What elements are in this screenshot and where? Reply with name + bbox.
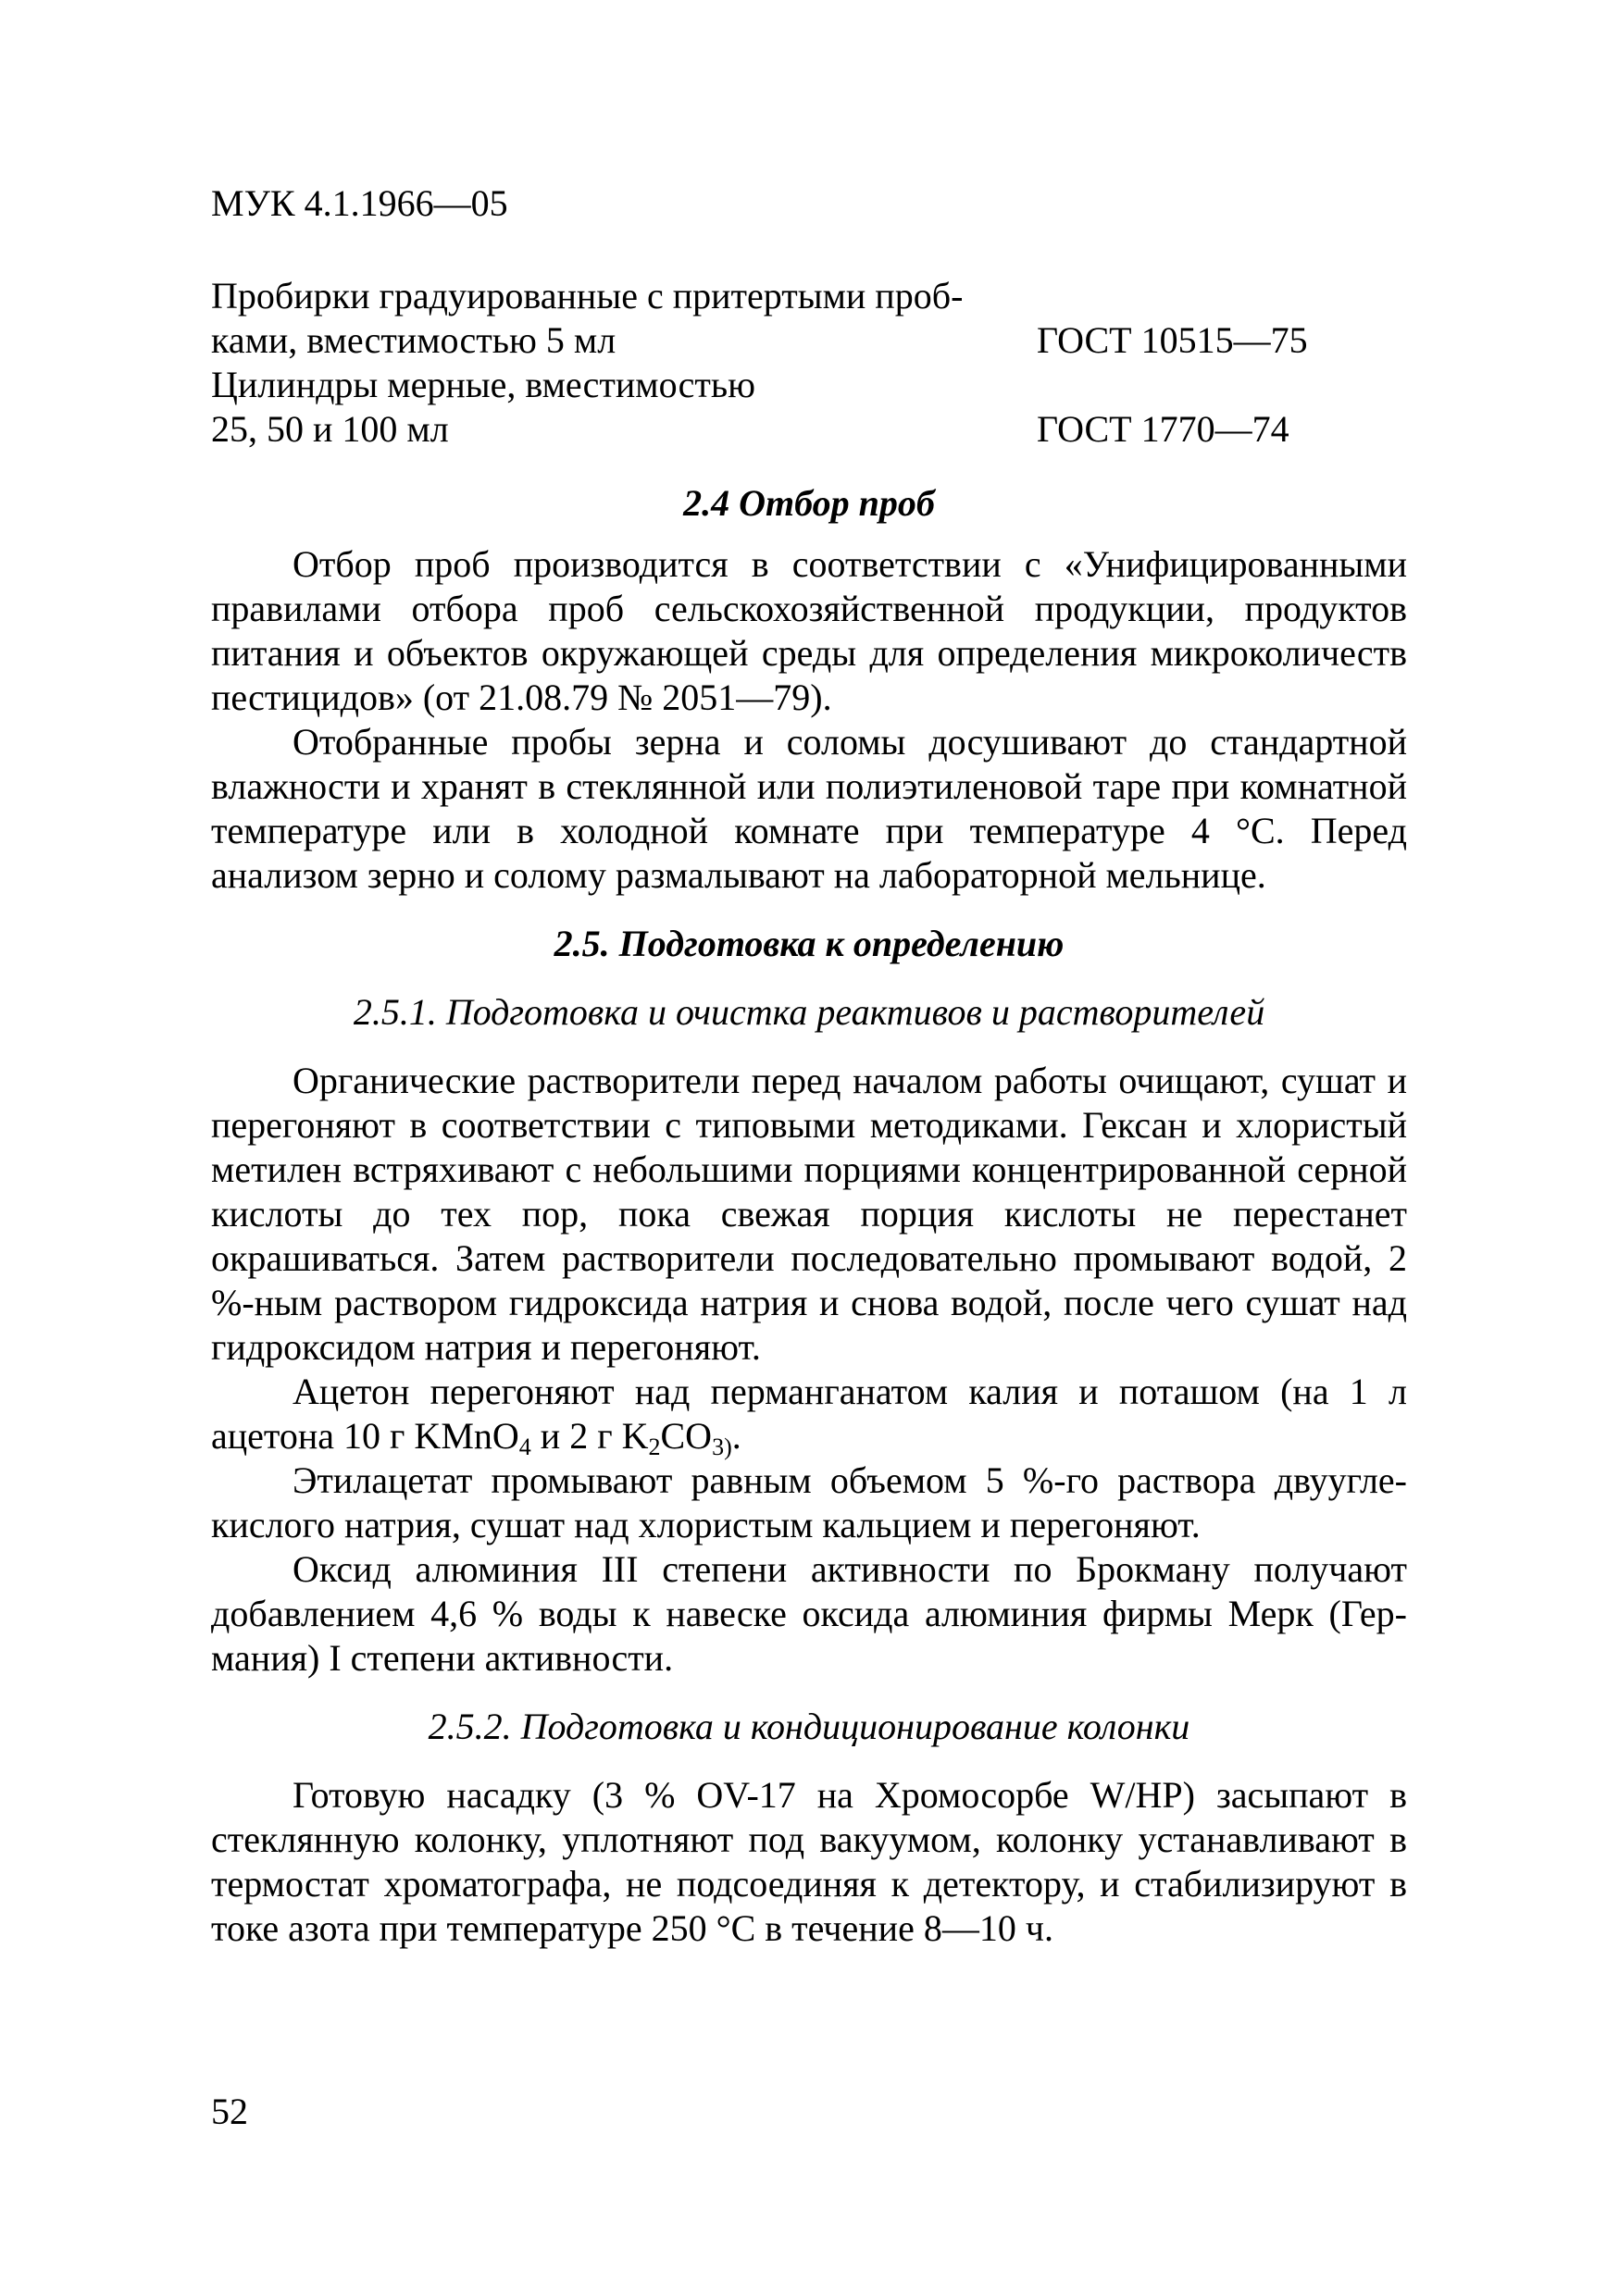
- equipment-name: 25, 50 и 100 мл: [211, 408, 449, 450]
- paragraph: Этилацетат промывают равным объемом 5 %-го раствора двууглекислого натрия, сушат над хлористым кальцием и перегоняют.: [211, 1459, 1407, 1545]
- equipment-standard: ГОСТ 10515—75: [1037, 319, 1308, 361]
- equipment-list: [211, 274, 1322, 452]
- equipment-standard: ГОСТ 1770—74: [1037, 408, 1289, 450]
- equipment-name: ками, вместимостью 5 мл: [211, 319, 616, 361]
- equipment-row: [211, 363, 1322, 407]
- page-number: 52: [211, 2091, 248, 2132]
- equipment-name: Цилиндры мерные, вместимостью: [211, 364, 755, 405]
- paragraph: Органические растворители перед началом работы очищают, сушат и перегоняют в соответствии с типовыми методиками. Гексан и хлористый метилен встряхивают с небольшими порциями концентрированной серной кислоты до тех пор, пока свежая порция кислоты не перестанет окрашиваться. Затем растворители последовательно промывают водой, 2 %-ным раствором гидроксида натрия и снова водой, после чего сушат над гидроксидом натрия и перегоняют.: [211, 1060, 1407, 1368]
- paragraph: Отобранные пробы зерна и соломы досушивают до стандартной влажности и хранят в стеклянной или полиэтиленовой таре при комнатной температуре или в холодной комнате при температуре 4 °С. Перед анализом зерно и солому размалывают на лабораторной мельнице.: [211, 721, 1407, 896]
- subsection-2-5-1-title: 2.5.1. Подготовка и очистка реактивов и растворителей: [353, 991, 1265, 1033]
- section-2-5-title: 2.5. Подготовка к определению: [554, 923, 1065, 964]
- text-run: CO: [660, 1415, 713, 1457]
- equipment-row: [211, 407, 1322, 452]
- paragraph-formula: [211, 1370, 1407, 1458]
- document-body: [211, 481, 1407, 1951]
- text-run: Ацетон перегоняют над перманганатом калия и поташом (на 1 л ацетона 10 г KMnO: [211, 1371, 1407, 1457]
- paragraph: Оксид алюминия III степени активности по Брокману получают добавлением 4,6 % воды к навеске оксида алюминия фирмы Мерк (Германия) I степени активности.: [211, 1548, 1407, 1679]
- subscript: 4: [518, 1433, 531, 1460]
- subscript: 3): [712, 1433, 732, 1460]
- paragraph: Готовую насадку (3 % OV-17 на Хромосорбе W/HP) засыпают в стеклянную колонку, уплотняют под вакуумом, колонку устанавливают в термостат хроматографа, не подсоединяя к детектору, и стабилизируют в токе азота при температуре 250 °С в течение 8—10 ч.: [211, 1774, 1407, 1949]
- text-run: и 2 г K: [530, 1415, 649, 1457]
- text-run: .: [731, 1415, 741, 1457]
- subscript: 2: [648, 1433, 661, 1460]
- section-2-4-title: 2.4 Отбор проб: [683, 482, 935, 524]
- paragraph: Отбор проб производится в соответствии с «Унифицированными правилами отбора проб сельскохозяйственной продукции, продуктов питания и объектов окружающей среды для определения микроколичеств пестицидов» (от 21.08.79 № 2051—79).: [211, 543, 1407, 718]
- subsection-2-5-2-title: 2.5.2. Подготовка и кондиционирование колонки: [428, 1706, 1190, 1747]
- document-code-header: МУК 4.1.1966—05: [211, 182, 508, 224]
- equipment-name: Пробирки градуированные с притертыми проб-: [211, 275, 964, 316]
- equipment-row: [211, 274, 1322, 318]
- equipment-row: [211, 318, 1322, 363]
